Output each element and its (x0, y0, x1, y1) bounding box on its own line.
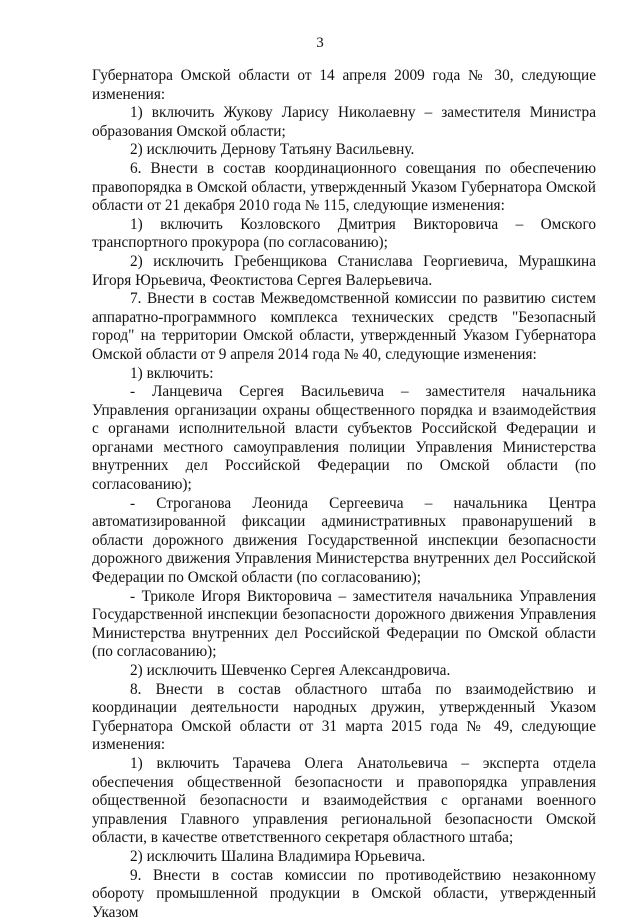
list-item-exclude: 2) исключить Гребенщикова Станислава Георгиевича, Мурашкина Игоря Юрьевича, Феоктистова Сергея Валерьевича. (92, 252, 596, 289)
paragraph-continuation: Губернатора Омской области от 14 апреля 2009 года № 30, следующие изменения: (92, 67, 596, 103)
list-item-include: 1) включить Козловского Дмитрия Викторовича – Омского транспортного прокурора (по согласованию); (92, 215, 596, 252)
list-item-exclude: 2) исключить Дернову Татьяну Васильевну. (130, 141, 415, 159)
list-item-exclude: 2) исключить Шевченко Сергея Александровича. (130, 662, 451, 679)
list-item-exclude: 2) исключить Шалина Владимира Юрьевича. (130, 847, 426, 865)
dash-item: - Триколе Игоря Викторовича – заместителя начальника Управления Государственной инспекции безопасности дорожного движения Управления Министерства внутренних дел Российской Федерации по Омской области (по согласованию); (92, 587, 596, 661)
section-7-paragraph: 7. Внести в состав Межведомственной комиссии по развитию систем аппаратно-программного комплекса технических средств "Безопасный город" на территории Омской области, утвержденный Указом Губернатора Омской области от 9 апреля 2014 года № 40, следующие изменения: (92, 290, 596, 363)
document-body (92, 67, 596, 922)
list-item-include: 1) включить Тарачева Олега Анатольевича – эксперта отдела обеспечения общественной безопасности и правопорядка управления общественной безопасности и взаимодействия с органами военного управления Главного управления региональной безопасности Омской области, в качестве ответственного секретаря областного штаба; (92, 754, 596, 847)
dash-item: - Строганова Леонида Сергеевича – начальника Центра автоматизированной фиксации административных правонарушений в области дорожного движения Государственной инспекции безопасности дорожного движения Управления Министерства внутренних дел Российской Федерации по Омской области (по согласованию); (92, 494, 596, 587)
section-6-paragraph: 6. Внести в состав координационного совещания по обеспечению правопорядка в Омской области, утвержденный Указом Губернатора Омской области от 21 декабря 2010 года № 115, следующие изменения: (92, 159, 596, 215)
dash-item: - Ланцевича Сергея Васильевича – заместителя начальника Управления организации охраны общественного порядка и взаимодействия с органами исполнительной власти субъектов Российской Федерации и органами местного самоуправления полиции Управления Министерства внутренних дел Российской Федерации по Омской области (по согласованию); (92, 383, 596, 494)
section-8-paragraph: 8. Внести в состав областного штаба по взаимодействию и координации деятельности народных дружин, утвержденный Указом Губернатора Омской области от 31 марта 2015 года № 49, следующие изменения: (92, 680, 596, 754)
section-9-paragraph: 9. Внести в состав комиссии по противодействию незаконному обороту промышленной продукции в Омской области, утвержденный Указом (92, 866, 596, 921)
list-item-include: 1) включить Жукову Ларису Николаевну – заместителя Министра образования Омской области; (92, 104, 596, 140)
list-item-include: 1) включить: (130, 364, 214, 382)
page-number: 3 (316, 35, 324, 51)
